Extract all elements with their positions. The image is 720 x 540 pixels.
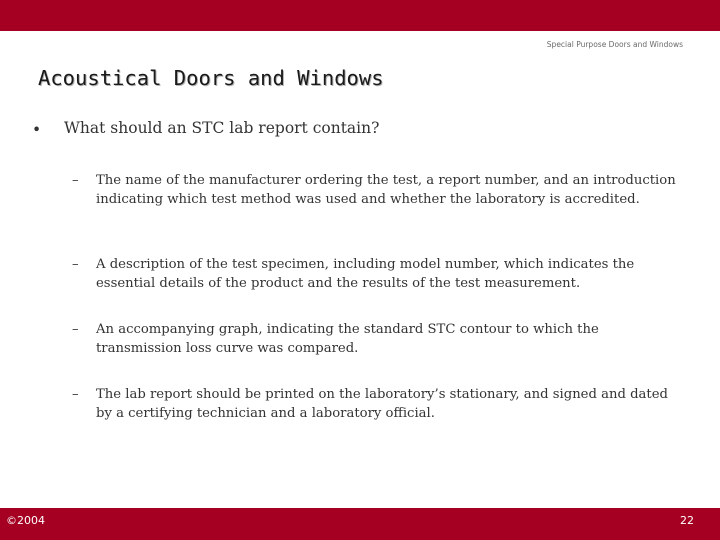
sub-bullet-dash: – [72,322,79,337]
header-caption: Special Purpose Doors and Windows [546,40,683,49]
slide-title: Acoustical Doors and Windows [38,66,384,90]
footer-banner [0,508,720,540]
sub-bullet-manufacturer: The name of the manufacturer ordering the test, a report number, and an introduction indicating which test method was used and whether the laboratory is accredited. [96,173,676,207]
bullet-question: What should an STC lab report contain? [64,119,380,137]
top-banner [0,0,720,31]
sub-bullet-stationary: The lab report should be printed on the laboratory’s stationary, and signed and dated by a certifying technician and a laboratory official. [96,387,668,421]
sub-bullet-dash: – [72,387,79,402]
sub-bullet-dash: – [72,173,79,188]
sub-bullet-specimen: A description of the test specimen, including model number, which indicates the essential details of the product and the results of the test measurement. [96,257,635,291]
bullet-marker: • [32,121,42,139]
sub-bullet-graph: An accompanying graph, indicating the standard STC contour to which the transmission loss curve was compared. [96,322,599,356]
page-number: 22 [680,514,694,527]
copyright-notice: ©2004 [6,514,45,527]
sub-bullet-dash: – [72,257,79,272]
